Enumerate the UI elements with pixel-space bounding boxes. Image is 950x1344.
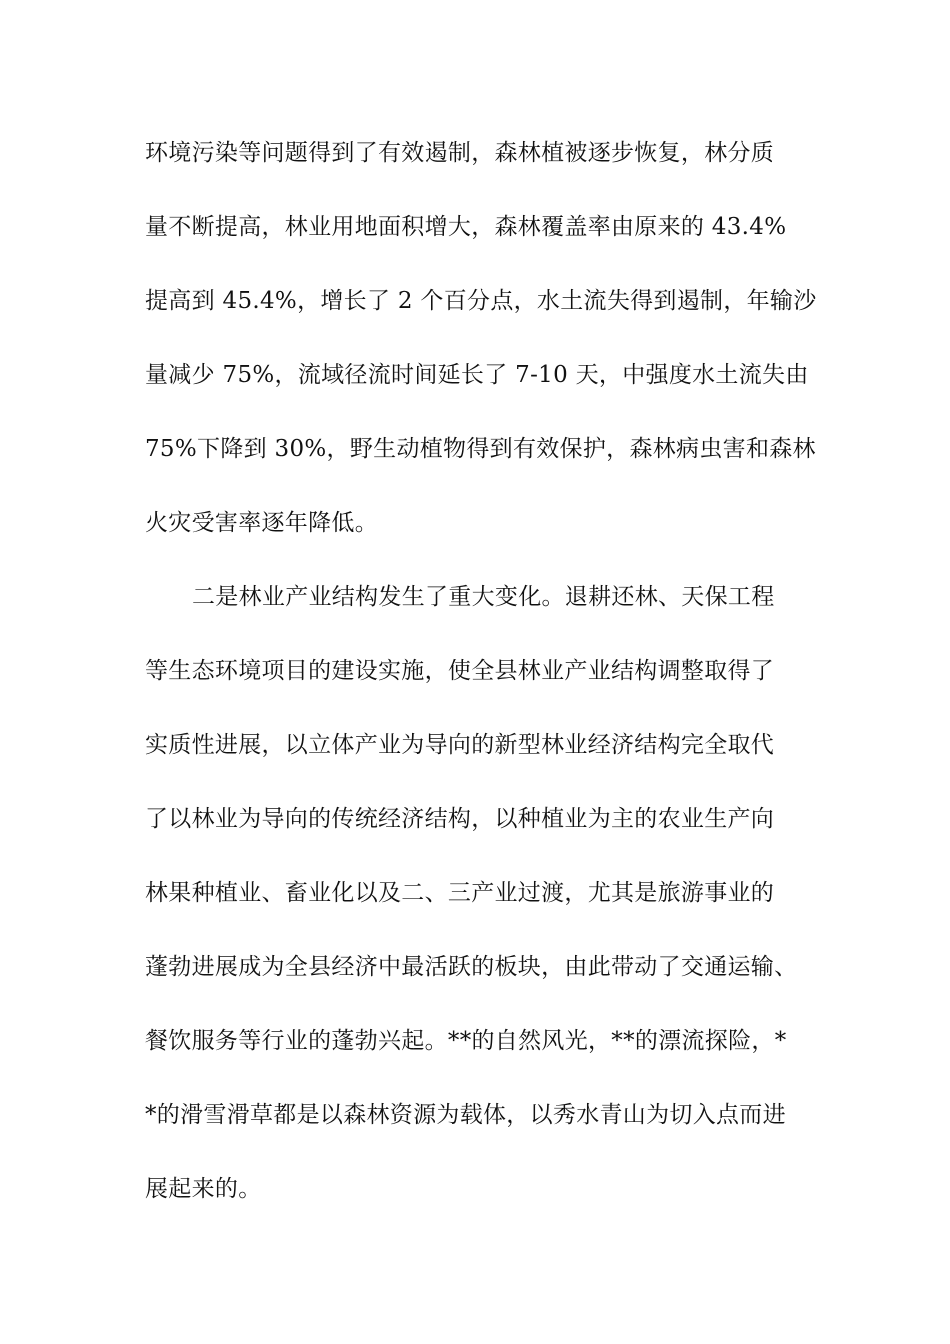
text-line: 75%下降到 30%，野生动植物得到有效保护，森林病虫害和森林	[145, 436, 816, 462]
text-line: 环境污染等问题得到了有效遏制，森林植被逐步恢复，林分质	[145, 140, 775, 166]
text-line: 量不断提高，林业用地面积增大，森林覆盖率由原来的 43.4%	[145, 214, 787, 240]
text-line: 了以林业为导向的传统经济结构，以种植业为主的农业生产向	[145, 806, 775, 832]
text-line: 等生态环境项目的建设实施，使全县林业产业结构调整取得了	[145, 658, 775, 684]
text-line: 蓬勃进展成为全县经济中最活跃的板块，由此带动了交通运输、	[145, 954, 798, 980]
text-line: 提高到 45.4%，增长了 2 个百分点，水土流失得到遏制，年输沙	[145, 288, 817, 314]
paragraph-first-line: 二是林业产业结构发生了重大变化。退耕还林、天保工程	[192, 584, 775, 610]
text-line: 实质性进展，以立体产业为导向的新型林业经济结构完全取代	[145, 732, 775, 758]
text-line: *的滑雪滑草都是以森林资源为载体，以秀水青山为切入点而进	[145, 1102, 786, 1128]
text-line: 餐饮服务等行业的蓬勃兴起。**的自然风光，**的漂流探险，*	[145, 1028, 787, 1054]
text-line: 林果种植业、畜业化以及二、三产业过渡，尤其是旅游事业的	[145, 880, 775, 906]
text-line: 量减少 75%，流域径流时间延长了 7-10 天，中强度水土流失由	[145, 362, 809, 388]
text-line: 火灾受害率逐年降低。	[145, 510, 378, 536]
text-line: 展起来的。	[145, 1176, 262, 1202]
